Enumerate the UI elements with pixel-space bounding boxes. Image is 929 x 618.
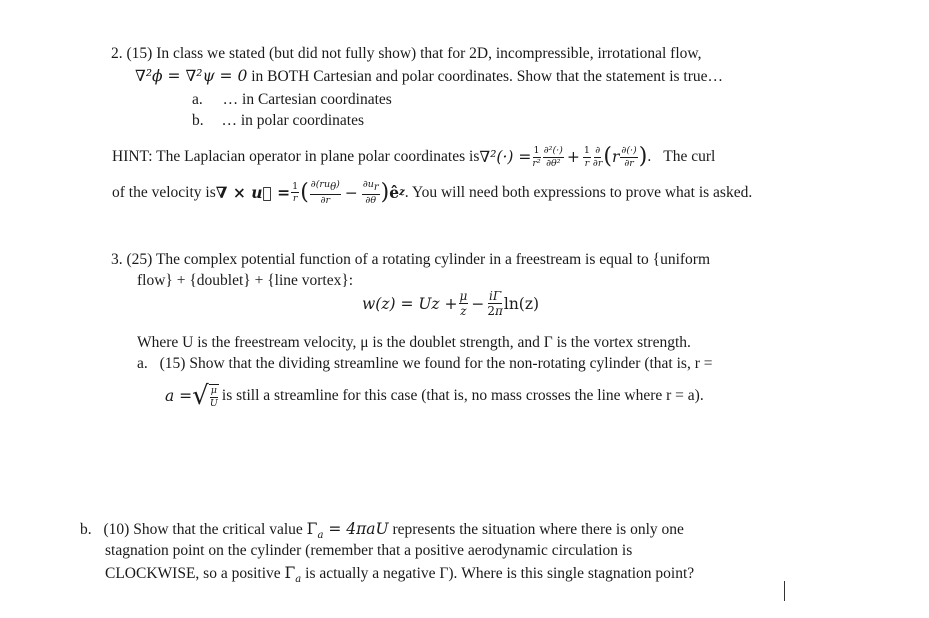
curl-lhs: ∇ × u⃗ = [215,182,291,202]
hint-text: The curl [663,148,716,165]
problem-text: The complex potential function of a rotating cylinder in a freestream is equal to {uniform [155,251,711,268]
part-points: (15) [159,355,186,372]
equation-log: ln(z) [503,294,540,313]
radius-eq: a = [165,387,193,405]
gamma-symbol: Γ [306,520,318,538]
problem-3-where [137,333,691,353]
hint-line-2 [112,180,752,205]
gamma-subscript: a [295,574,302,586]
problem-3-part-a-line-2 [165,383,704,409]
part-b-line-2 [105,541,632,561]
part-text: CLOCKWISE, so a positive [105,565,285,582]
hint-text: of the velocity is [112,183,216,201]
part-b-line-3 [105,563,694,590]
part-text: Show that the dividing streamline we found for the non-rotating cylinder (that is, r = [189,355,713,372]
part-text: Show that the critical value [133,521,307,538]
part-label: a. [192,91,203,108]
part-text: represents the situation where there is only one [388,521,684,538]
problem-text: in BOTH Cartesian and polar coordinates. Show that the statement is true… [247,68,723,85]
problem-3-part-a-line-1 [137,354,712,374]
hint-text: HINT: The Laplacian operator in plane polar coordinates is [112,148,480,165]
problem-2-line-1 [111,44,701,64]
part-text: is still a streamline for this case (that is, no mass crosses the line where r = a). [221,387,704,404]
part-text: stagnation point on the cylinder (remember that a positive aerodynamic circulation is [105,542,633,559]
problem-2-part-b [192,111,364,131]
laplace-equation: ∇²ϕ = ∇²ψ = 0 [135,67,248,85]
part-points: (10) [103,521,130,538]
hint-line-1 [112,146,715,168]
gamma-symbol: Γ [284,564,296,582]
problem-number: 2. [111,45,123,62]
problem-points: (25) [126,251,153,268]
part-label: b. [80,521,92,538]
laplacian-rhs: $\frac{1}{\text{r²}}$ $\frac{\text{∂²(·)}}{\text{∂θ²}}$ + $\frac{1}{r}$ $\frac{\partial}{\partial r}$ ( r $\frac{\partial(\cdot)}{\partial r}$ ) . [532,144,652,169]
part-label: b. [192,112,204,129]
equation-lhs: w(z) = Uz + [362,294,458,313]
curl-rhs: $\frac{1}{r}$ ( $\frac{\partial(ru_\theta)}{\partial r}$ − $\frac{\partial u_r}{\partial\theta}$ ) ê z [292,179,405,206]
problem-2-line-2 [135,66,723,87]
sqrt-mu-over-u: √ $\frac{\mu}{U}$ [192,381,218,411]
problem-text: In class we stated (but did not fully show) that for 2D, incompressible, irrotational flow, [156,45,702,62]
unit-vector-subscript: z [399,186,405,198]
part-text: … in Cartesian coordinates [222,91,392,108]
problem-text: flow} + {doublet} + {line vortex}: [137,272,354,289]
hint-text: . You will need both expressions to prove what is asked. [404,183,753,201]
problem-points: (15) [126,45,153,62]
part-label: a. [137,355,148,372]
text-cursor [784,581,785,601]
laplacian-lhs: ∇²(·) = [479,148,532,166]
part-text: is actually a negative Γ). Where is this single stagnation point? [301,565,695,582]
problem-3-line-1 [111,250,710,270]
problem-number: 3. [111,251,123,268]
unit-vector: ê [389,182,400,202]
part-text: … in polar coordinates [221,112,364,129]
critical-value-eq: = 4πaU [323,520,389,538]
complex-potential-equation: w(z) = Uz + $\frac{\mu}{z}$ − $\frac{i\Gamma}{2\pi}$ ln(z) [362,289,540,318]
problem-3-line-2 [137,271,353,291]
problem-2-part-a [192,90,392,110]
gamma-subscript: a [317,530,324,542]
problem-text: Where U is the freestream velocity, μ is the doublet strength, and Γ is the vortex strength. [137,334,691,351]
